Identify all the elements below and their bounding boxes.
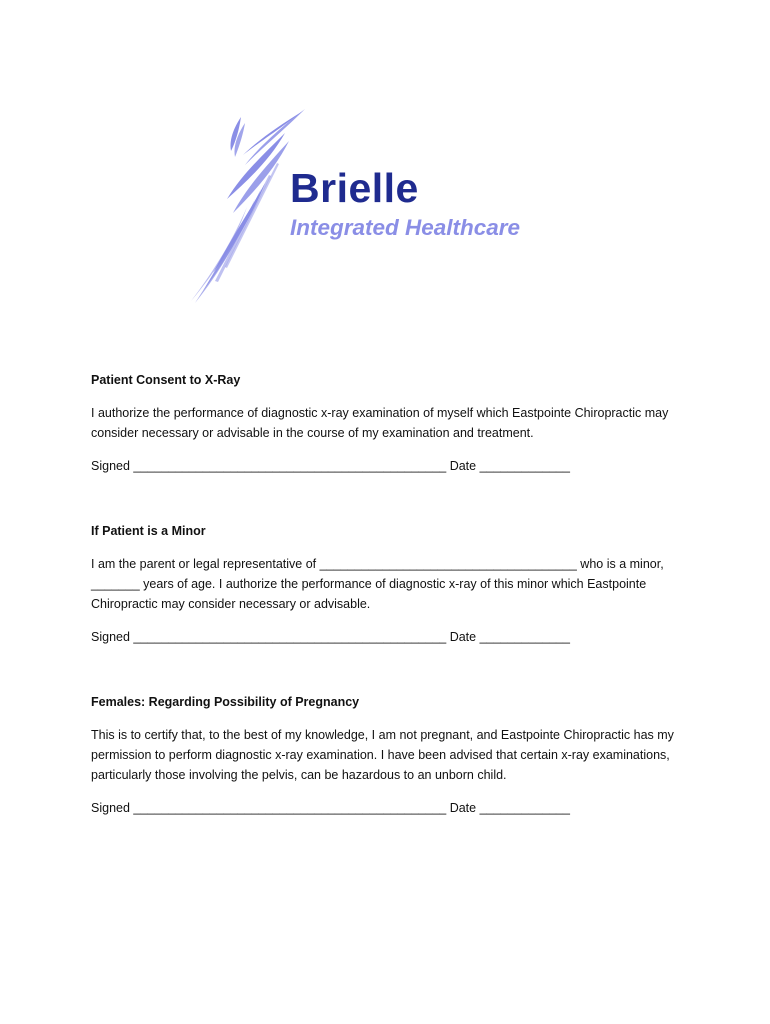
section-1-heading: Patient Consent to X-Ray bbox=[91, 373, 241, 387]
section-2-heading: If Patient is a Minor bbox=[91, 524, 206, 538]
section-2-signature-line[interactable]: Signed _____________________________________________ Date _____________ bbox=[91, 630, 570, 644]
section-3-heading: Females: Regarding Possibility of Pregnancy bbox=[91, 695, 360, 709]
section-1-signature-line[interactable]: Signed _____________________________________________ Date _____________ bbox=[91, 459, 570, 473]
section-3-text: This is to certify that, to the best of my knowledge, I am not pregnant, and Eastpointe Chiropractic has my permission to perform diagnostic x-ray examination. I have been advised that certain x-ray examinations, particularly those involving the pelvis, can be hazardous to an unborn child. bbox=[91, 728, 674, 782]
section-2-text: I am the parent or legal representative of _____________________________________ who is a minor, _______ years of age. I authorize the performance of diagnostic x-ray of this minor which Eastpointe Chiropractic may consider necessary or advisable. bbox=[91, 557, 664, 611]
brielle-logo bbox=[185, 103, 585, 313]
section-1-text: I authorize the performance of diagnostic x-ray examination of myself which Eastpointe Chiropractic may consider necessary or advisable in the course of my examination and treatment. bbox=[91, 406, 669, 440]
brand-subtitle: Integrated Healthcare bbox=[290, 215, 521, 240]
section-3-signature-line[interactable]: Signed _____________________________________________ Date _____________ bbox=[91, 801, 570, 815]
brand-name: Brielle bbox=[290, 165, 419, 211]
